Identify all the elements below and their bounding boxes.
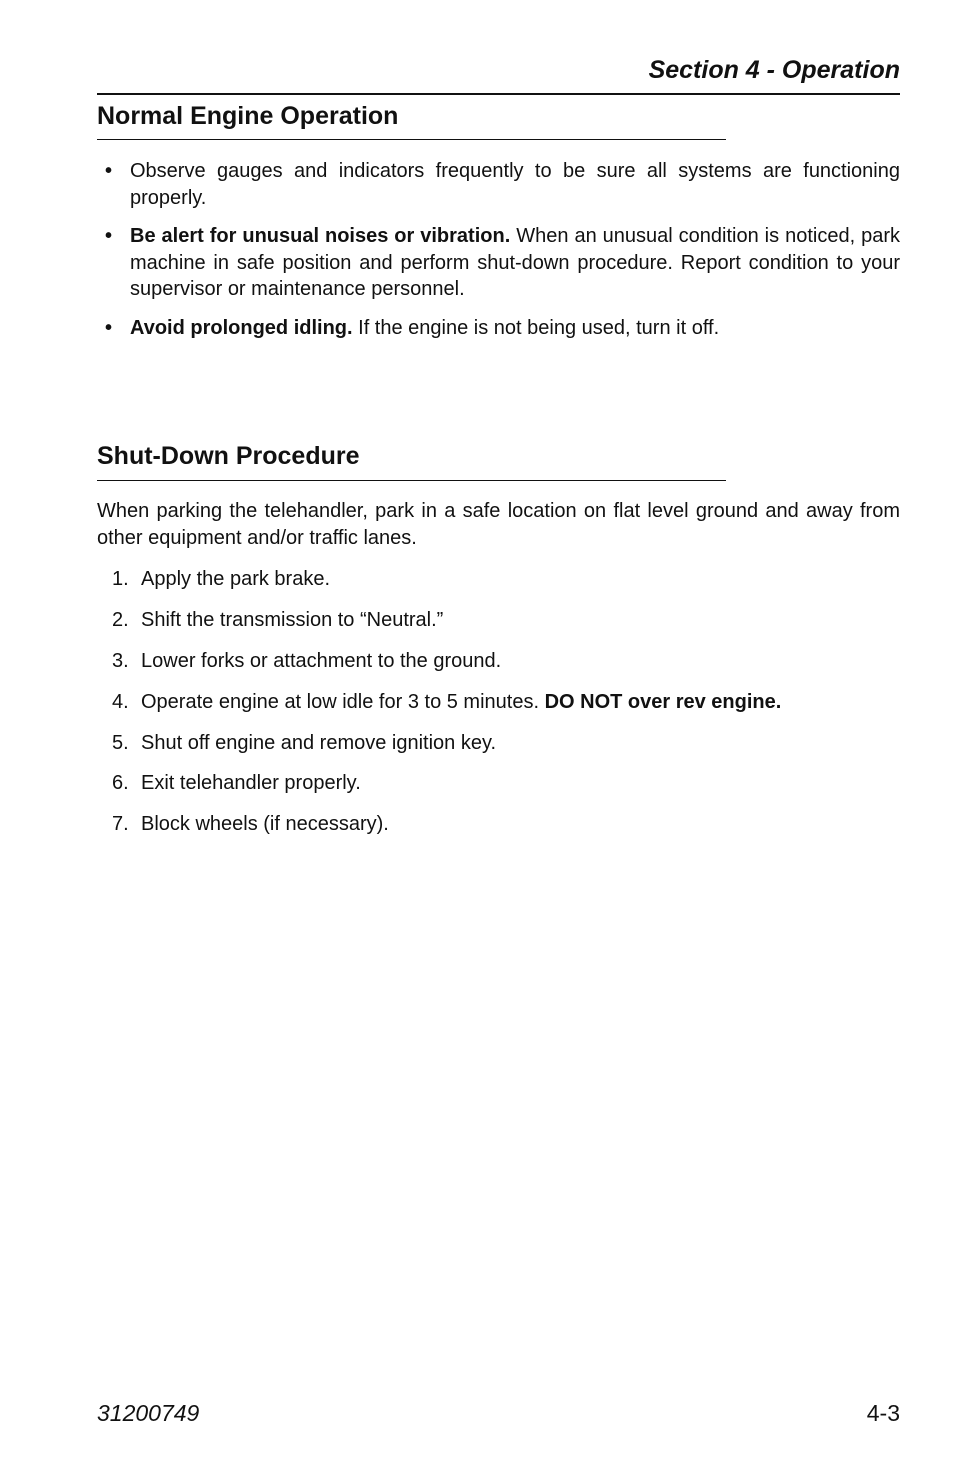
step-number: 6. <box>112 772 129 795</box>
step-text: Operate engine at low idle for 3 to 5 minutes. <box>141 690 545 713</box>
shutdown-steps-list <box>97 566 900 852</box>
bullet-marker: • <box>105 316 113 339</box>
step-bold-text: DO NOT over rev engine. <box>544 690 782 713</box>
footer-page-number: 4-3 <box>866 1400 900 1426</box>
step-item <box>97 730 900 757</box>
step-item <box>97 648 900 675</box>
step-number: 7. <box>112 813 129 836</box>
bullet-item <box>97 315 900 342</box>
step-item <box>97 811 900 838</box>
step-text: Exit telehandler properly. <box>141 772 361 795</box>
bullet-marker: • <box>105 160 113 182</box>
section-header-title: Section 4 - Operation <box>648 56 900 84</box>
shutdown-heading: Shut-Down Procedure <box>97 442 360 470</box>
shutdown-heading-rule <box>97 480 726 481</box>
step-number: 4. <box>112 690 129 713</box>
bullet-bold-text: Be alert for unusual noises or vibration. <box>130 225 511 247</box>
bullet-text: When an unusual condition is noticed, park machine in safe position and perform shut-down procedure. Report condition to your supervisor or maintenance personnel. <box>130 225 901 300</box>
step-item <box>97 689 900 716</box>
step-text: Shut off engine and remove ignition key. <box>141 731 497 754</box>
step-number: 2. <box>112 608 129 631</box>
step-text: Shift the transmission to “Neutral.” <box>141 608 444 631</box>
step-text: Block wheels (if necessary). <box>141 813 389 836</box>
bullet-item <box>97 158 900 211</box>
step-number: 1. <box>112 568 129 590</box>
bullet-item <box>97 223 900 303</box>
header-rule <box>97 93 900 95</box>
step-text: Lower forks or attachment to the ground. <box>141 649 502 672</box>
step-item <box>97 770 900 797</box>
step-number: 5. <box>112 731 129 754</box>
normal-engine-heading: Normal Engine Operation <box>97 102 399 130</box>
bullet-text: If the engine is not being used, turn it off. <box>352 316 720 339</box>
normal-engine-heading-rule <box>97 139 726 140</box>
step-number: 3. <box>112 649 129 672</box>
bullet-bold-text: Avoid prolonged idling. <box>130 316 353 339</box>
bullet-marker: • <box>105 225 113 247</box>
bullet-text: Observe gauges and indicators frequently to be sure all systems are functioning properly. <box>130 160 900 209</box>
step-item <box>97 566 900 593</box>
shutdown-intro-paragraph: When parking the telehandler, park in a safe location on flat level ground and away from other equipment and/or traffic lanes. <box>97 500 900 549</box>
normal-engine-bullet-list <box>97 158 900 353</box>
step-text: Apply the park brake. <box>141 568 330 590</box>
step-item <box>97 607 900 634</box>
footer-document-number: 31200749 <box>97 1400 200 1426</box>
